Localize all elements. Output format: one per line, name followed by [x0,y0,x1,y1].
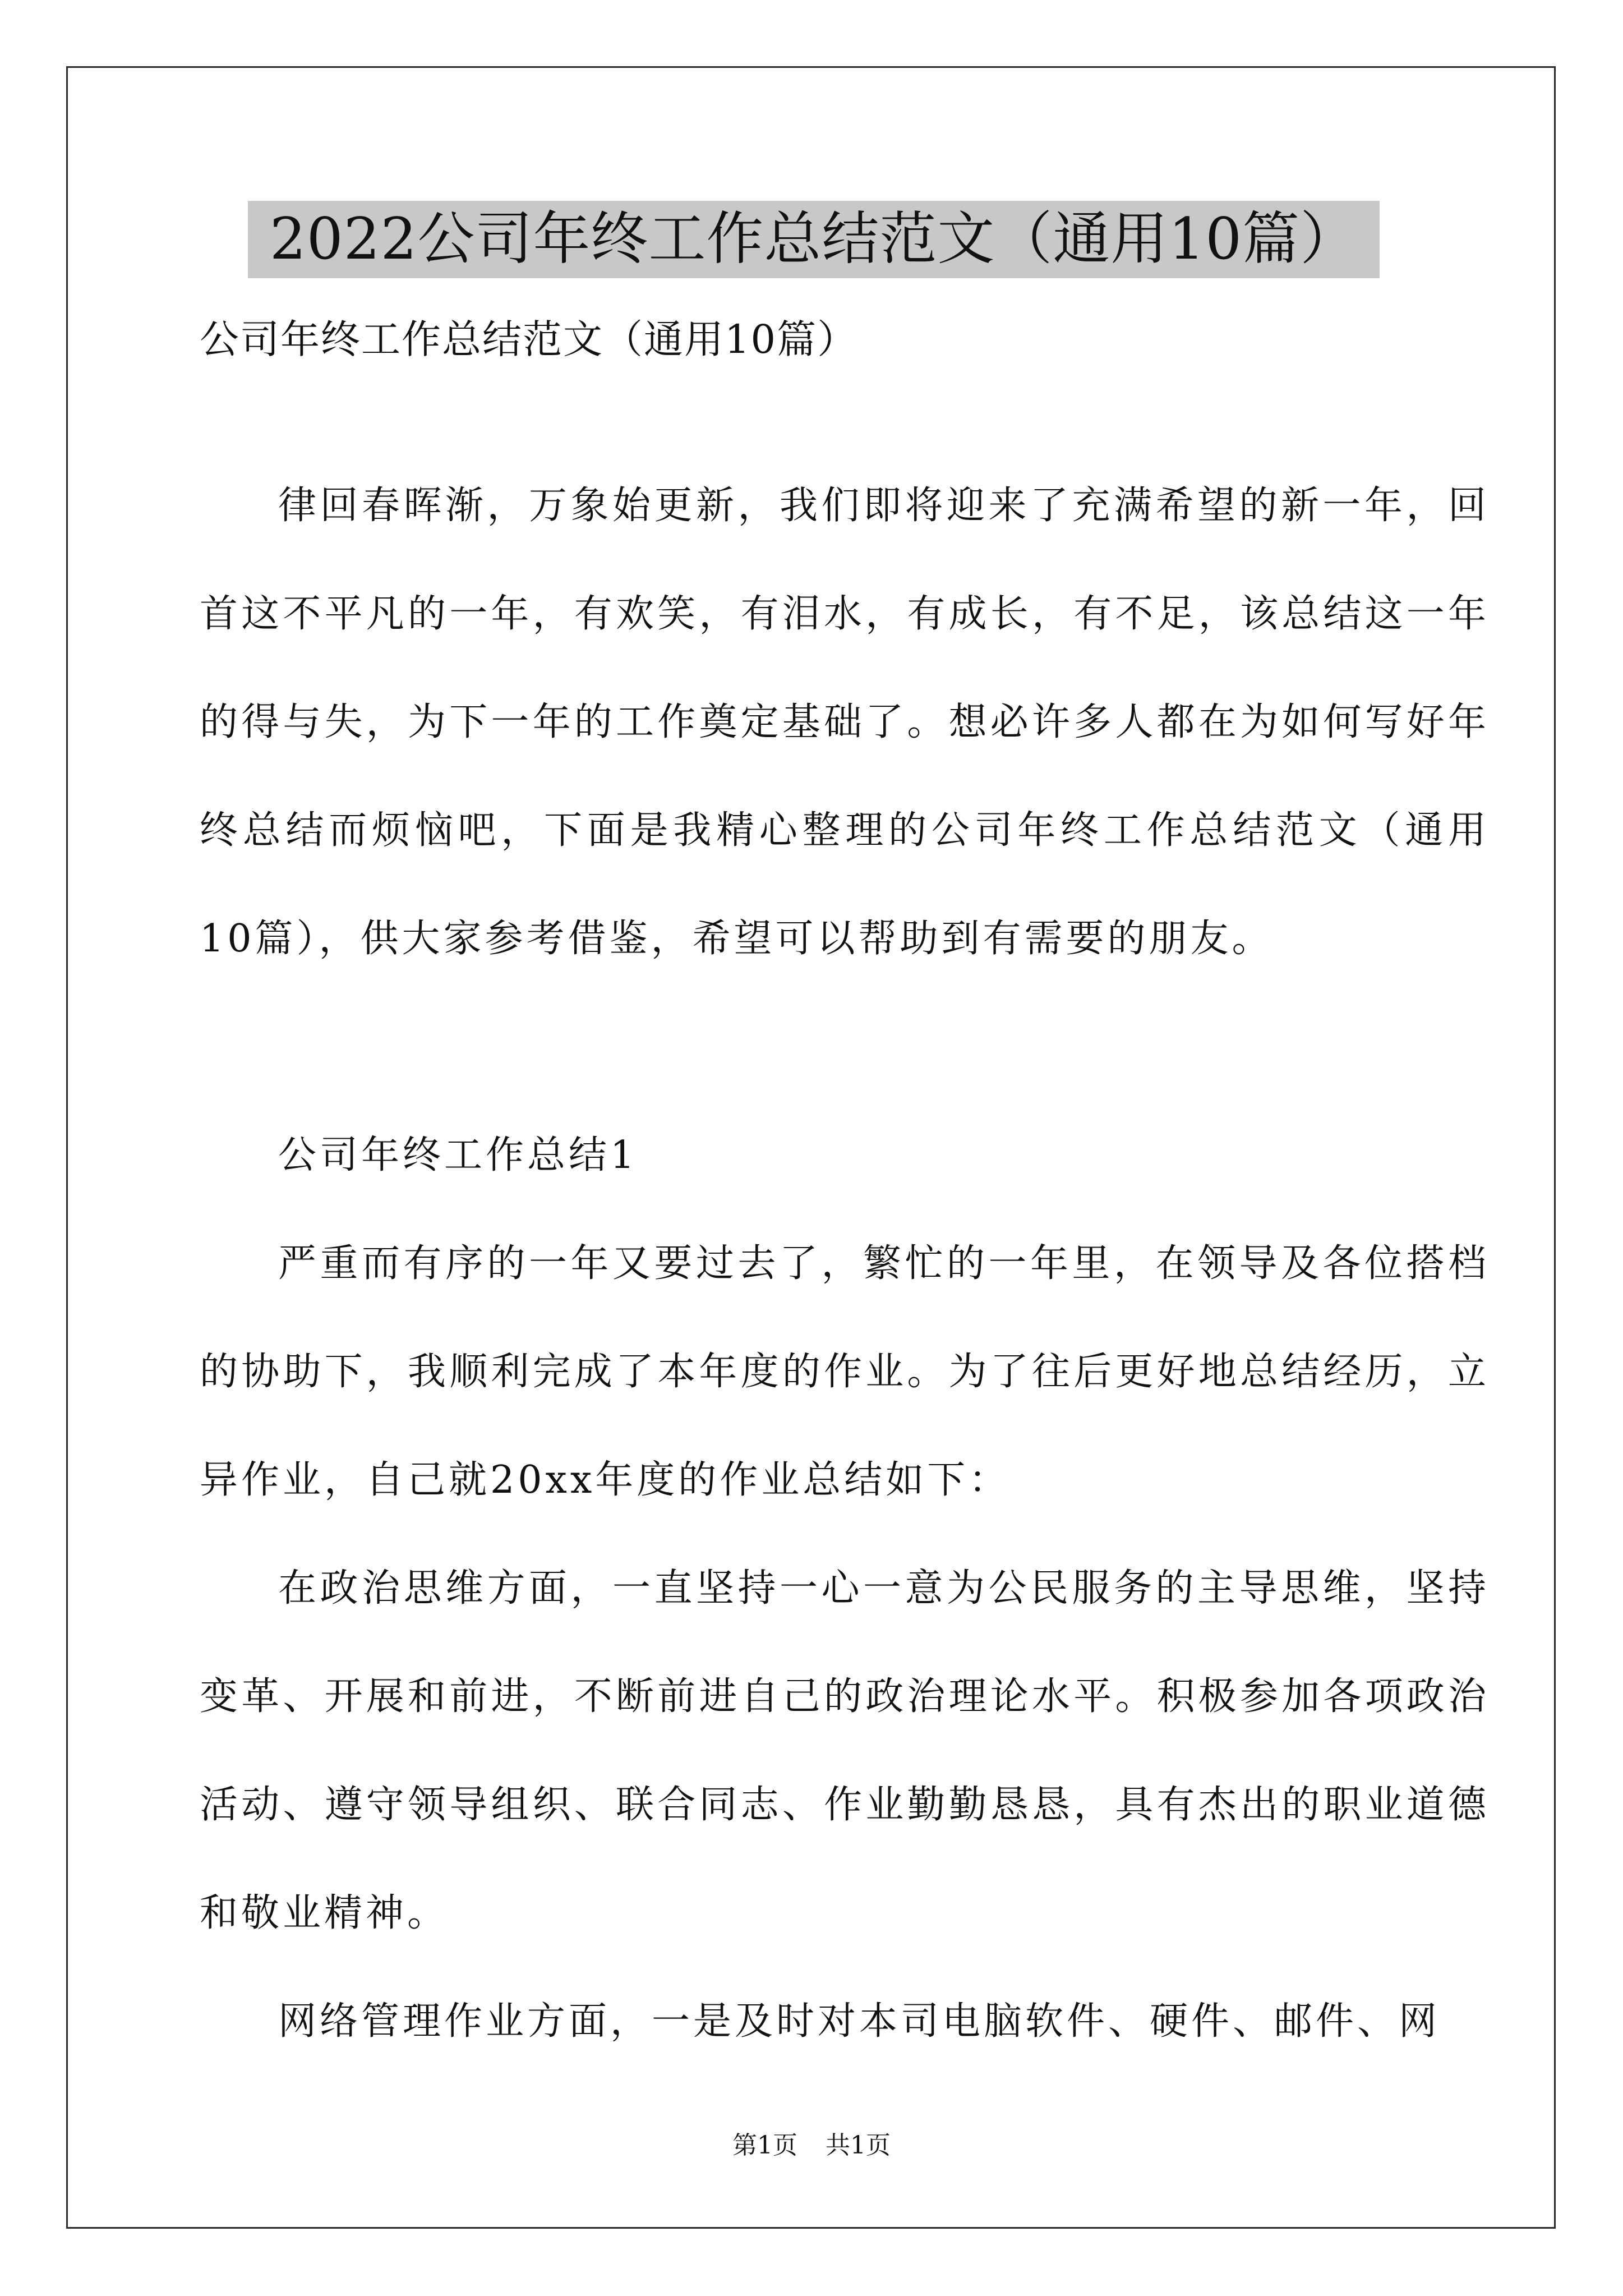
page-total: 共1页 [826,2131,891,2160]
body-paragraph: 网络管理作业方面，一是及时对本司电脑软件、硬件、邮件、网 [278,1999,1441,2044]
document-title: 2022公司年终工作总结范文（通用10篇） [248,201,1380,278]
page-number: 第1页 [732,2131,797,2160]
body-paragraph: 严重而有序的一年又要过去了，繁忙的一年里，在领导及各位搭档的协助下，我顺利完成了本年度的作业。为了往后更好地总结经历，立异作业，自己就20xx年度的作业总结如下： [200,1241,1490,1502]
page-footer [0,2129,1623,2162]
section-heading: 公司年终工作总结1 [278,1133,638,1177]
intro-paragraph: 律回春晖渐，万象始更新，我们即将迎来了充满希望的新一年，回首这不平凡的一年，有欢笑，有泪水，有成长，有不足，该总结这一年的得与失，为下一年的工作奠定基础了。想必许多人都在为如何写好年终总结而烦恼吧，下面是我精心整理的公司年终工作总结范文（通用10篇），供大家参考借鉴，希望可以帮助到有需要的朋友。 [200,484,1490,961]
document-body [200,452,1490,2076]
body-paragraph: 在政治思维方面，一直坚持一心一意为公民服务的主导思维，坚持变革、开展和前进，不断前进自己的政治理论水平。积极参加各项政治活动、遵守领导组织、联合同志、作业勤勤恳恳，具有杰出的职业道德和敬业精神。 [200,1566,1490,1935]
document-subtitle: 公司年终工作总结范文（通用10篇） [200,316,858,362]
paragraph-spacer [200,993,1490,1101]
